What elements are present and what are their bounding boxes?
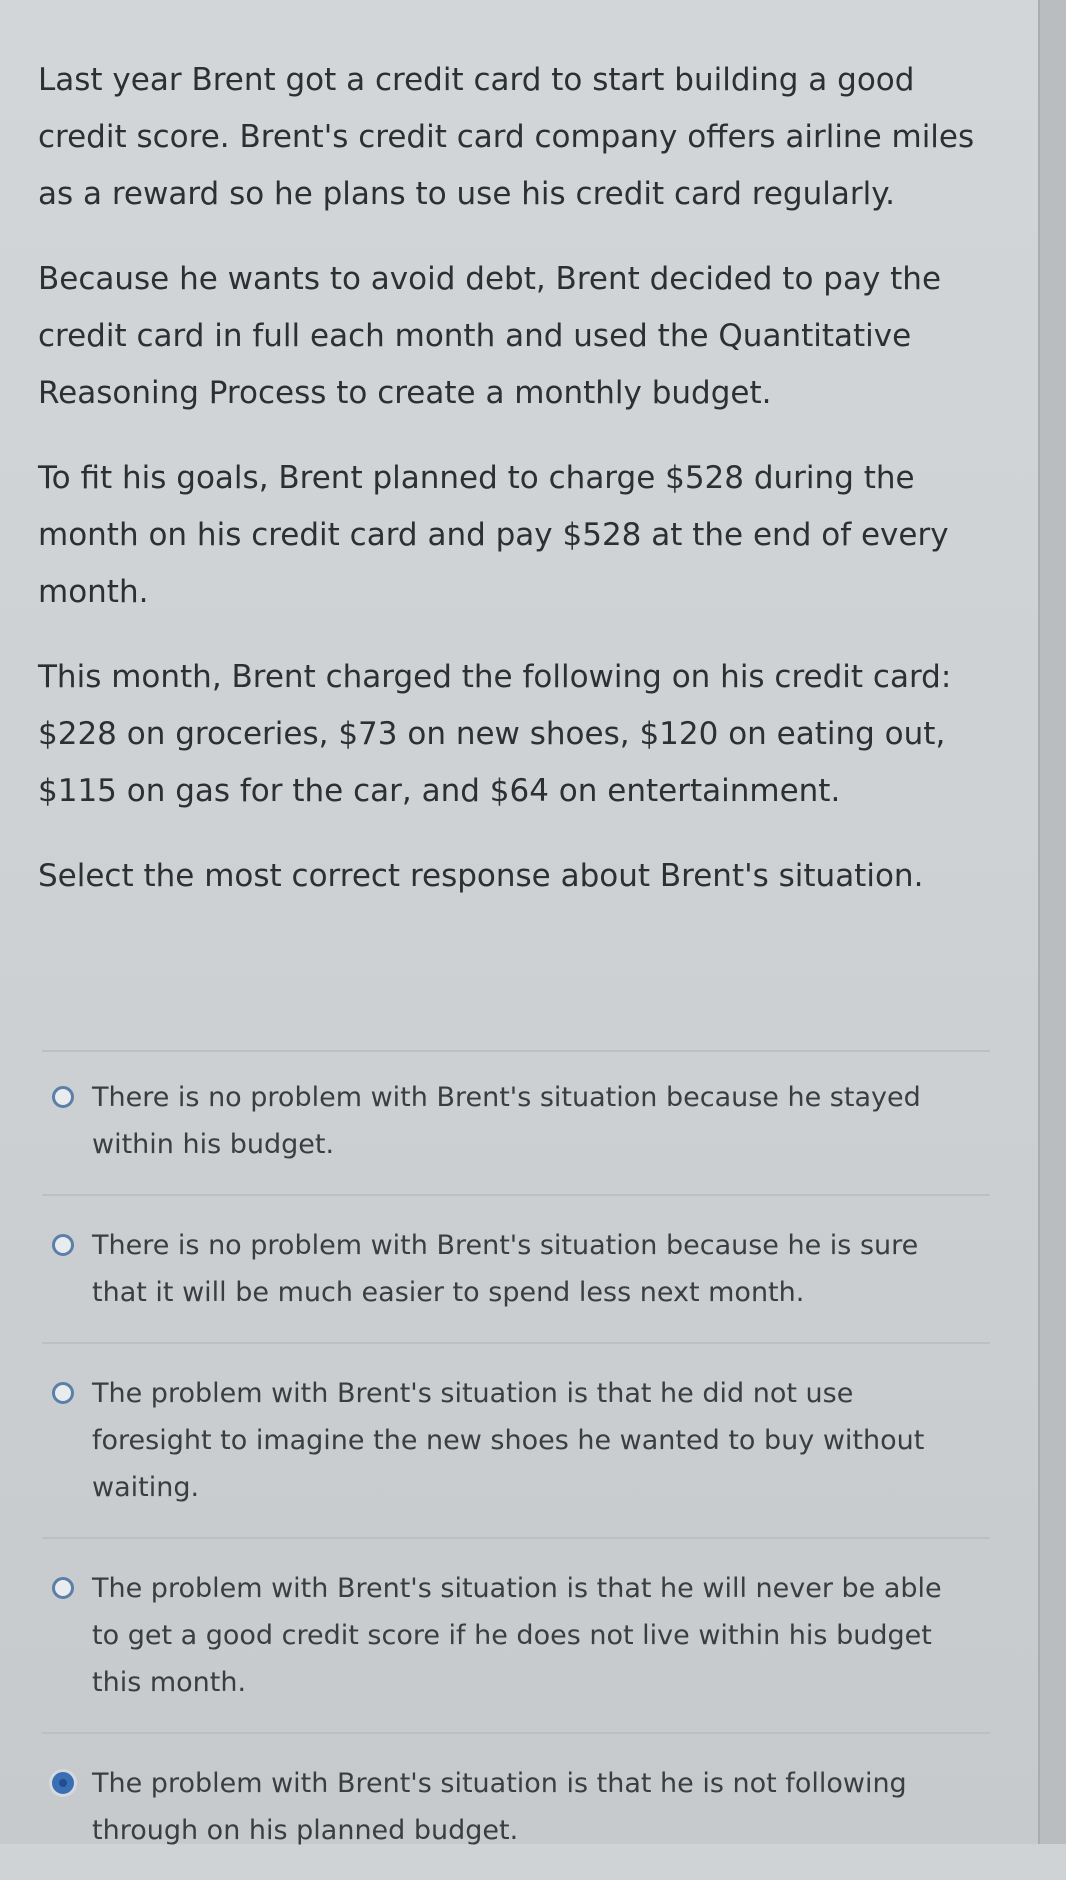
radio-button-1[interactable] xyxy=(52,1086,74,1108)
answer-options xyxy=(42,1050,990,1880)
question-text xyxy=(38,52,998,933)
question-paragraph-4: This month, Brent charged the following on his credit card: $228 on groceries, $73 on new shoes, $120 on eating out, $115 on gas for the car, and $64 on entertainment. xyxy=(38,659,952,809)
answer-option-label: The problem with Brent's situation is that he will never be able to get a good credit score if he does not live within his budget this month. xyxy=(92,1573,942,1698)
page-edge xyxy=(1038,0,1066,1844)
question-paragraph-2: Because he wants to avoid debt, Brent decided to pay the credit card in full each month and used the Quantitative Reasoning Process to create a monthly budget. xyxy=(38,261,942,411)
question-paragraph-3: To fit his goals, Brent planned to charge $528 during the month on his credit card and pay $528 at the end of every month. xyxy=(38,460,949,610)
answer-option-4[interactable] xyxy=(42,1537,990,1732)
answer-option-1[interactable] xyxy=(42,1050,990,1194)
answer-option-label: The problem with Brent's situation is that he did not use foresight to imagine the new shoes he wanted to buy without waiting. xyxy=(92,1378,925,1503)
answer-option-label: There is no problem with Brent's situation because he stayed within his budget. xyxy=(92,1082,921,1160)
question-prompt: Select the most correct response about Brent's situation. xyxy=(38,858,924,894)
radio-button-2[interactable] xyxy=(52,1234,74,1256)
answer-option-2[interactable] xyxy=(42,1194,990,1342)
question-paragraph-1: Last year Brent got a credit card to start building a good credit score. Brent's credit card company offers airline miles as a reward so he plans to use his credit card regularly. xyxy=(38,62,975,212)
answer-option-5[interactable] xyxy=(42,1732,990,1880)
radio-button-4[interactable] xyxy=(52,1577,74,1599)
answer-option-label: The problem with Brent's situation is that he is not following through on his planned budget. xyxy=(92,1768,907,1846)
radio-button-5[interactable] xyxy=(52,1772,74,1794)
radio-button-3[interactable] xyxy=(52,1382,74,1404)
answer-option-3[interactable] xyxy=(42,1342,990,1537)
answer-option-label: There is no problem with Brent's situation because he is sure that it will be much easier to spend less next month. xyxy=(92,1230,919,1308)
